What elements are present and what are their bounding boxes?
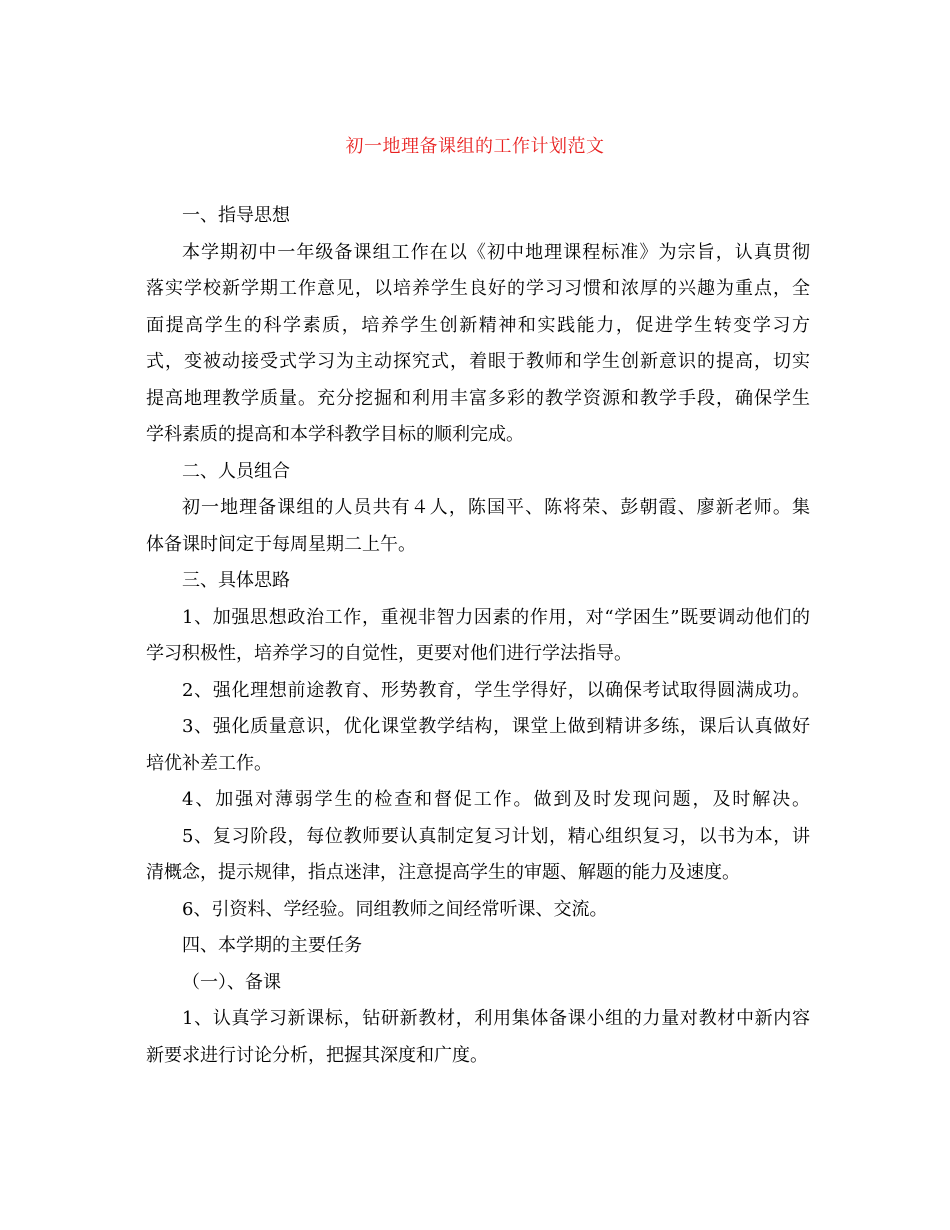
paragraph-line-indented: 6、引资料、学经验。同组教师之间经常听课、交流。 [182,898,608,920]
document-title: 初一地理备课组的工作计划范文 [345,136,605,157]
paragraph-line: 学习积极性，培养学习的自觉性，更要对他们进行学法指导。 [146,643,632,664]
paragraph-line: 体备课时间定于每周星期二上午。 [146,533,416,555]
paragraph-line-indented: 5、复习阶段，每位教师要认真制定复习计划，精心组织复习，以书为本，讲 [182,825,811,847]
paragraph-line: 新要求进行讨论分析，把握其深度和广度。 [146,1044,488,1066]
paragraph-line-indented: 一、指导思想 [182,205,290,226]
paragraph-line: 面提高学生的科学素质，培养学生创新精神和实践能力，促进学生转变学习方 [146,314,812,336]
paragraph-line: 清概念，提示规律，指点迷津，注意提高学生的审题、解题的能力及速度。 [146,862,740,883]
paragraph-line-indented: （一）、备课 [182,971,281,993]
paragraph-line-indented: 四、本学期的主要任务 [182,935,362,956]
paragraph-line: 培优补差工作。 [146,752,272,774]
paragraph-line-indented: 1、认真学习新课标，钻研新教材，利用集体备课小组的力量对教材中新内容 [182,1008,811,1029]
paragraph-line-indented: 本学期初中一年级备课组工作在以《初中地理课程标准》为宗旨，认真贯彻 [182,241,812,263]
paragraph-line: 式，变被动接受式学习为主动探究式，着眼于教师和学生创新意识的提高，切实 [146,351,811,372]
paragraph-line-indented: 三、具体思路 [182,570,290,591]
paragraph-line: 落实学校新学期工作意见，以培养学生良好的学习习惯和浓厚的兴趣为重点，全 [146,278,811,299]
paragraph-line-indented: 4、加强对薄弱学生的检查和督促工作。做到及时发现问题，及时解决。 [182,789,812,810]
paragraph-line-indented: 初一地理备课组的人员共有４人，陈国平、陈将荣、彭朝霞、廖新老师。集 [182,497,812,518]
paragraph-line-indented: 3、强化质量意识，优化课堂教学结构，课堂上做到精讲多练，课后认真做好 [182,716,811,737]
paragraph-line-indented: 1、加强思想政治工作，重视非智力因素的作用，对“学困生”既要调动他们的 [182,606,811,628]
paragraph-line-indented: 2、强化理想前途教育、形势教育，学生学得好，以确保考试取得圆满成功。 [182,679,811,701]
document-body [146,198,810,1074]
paragraph-line-indented: 二、人员组合 [182,460,290,482]
paragraph-line: 学科素质的提高和本学科教学目标的顺利完成。 [146,424,524,445]
paragraph-line: 提高地理教学质量。充分挖掘和利用丰富多彩的教学资源和教学手段，确保学生 [146,387,811,409]
